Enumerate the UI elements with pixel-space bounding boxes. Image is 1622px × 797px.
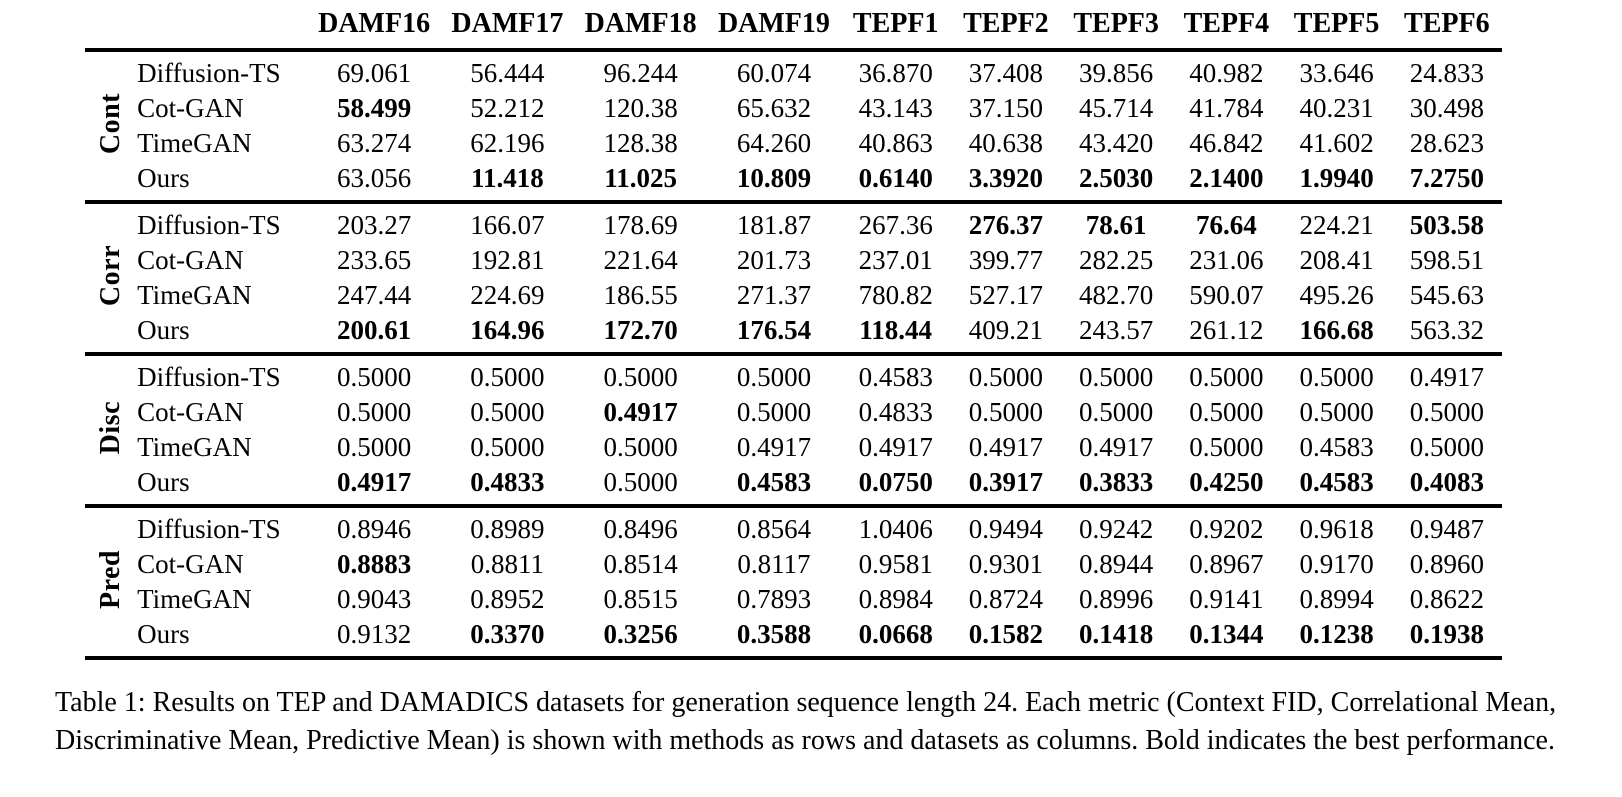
metric-value: 233.65	[336, 245, 412, 275]
metric-value: 0.5000	[336, 362, 412, 392]
metric-value: 482.70	[1079, 280, 1154, 310]
metric-value: 0.5000	[736, 397, 812, 427]
method-name: Diffusion-TS	[137, 210, 281, 240]
metric-value: 43.143	[858, 93, 933, 123]
method-name: Ours	[137, 619, 190, 649]
metric-value: 0.1344	[1189, 619, 1264, 649]
metric-value: 63.056	[336, 163, 412, 193]
metric-value: 60.074	[736, 58, 812, 88]
column-header: TEPF5	[1293, 8, 1380, 39]
column-header: TEPF4	[1183, 8, 1270, 39]
metric-value: 178.69	[603, 210, 678, 240]
group-label	[85, 50, 135, 202]
metric-value: 0.0668	[858, 619, 933, 649]
metric-group	[85, 506, 1502, 658]
metric-value: 45.714	[1079, 93, 1154, 123]
metric-value: 0.5000	[603, 432, 678, 462]
metric-value: 0.5000	[336, 397, 412, 427]
metric-value: 0.9494	[968, 514, 1044, 544]
metric-value: 52.212	[470, 93, 545, 123]
metric-value: 46.842	[1189, 128, 1264, 158]
metric-value: 1.0406	[858, 514, 933, 544]
metric-value: 0.1418	[1079, 619, 1154, 649]
metric-value: 58.499	[336, 93, 412, 123]
metric-value: 780.82	[858, 280, 933, 310]
metric-value: 0.8994	[1299, 584, 1374, 614]
metric-value: 0.3256	[603, 619, 678, 649]
metric-value: 0.5000	[470, 432, 545, 462]
metric-value: 0.9487	[1409, 514, 1484, 544]
column-header: DAMF19	[717, 8, 830, 39]
metric-value: 0.5000	[736, 362, 812, 392]
method-name: Ours	[137, 315, 190, 345]
metric-value: 203.27	[336, 210, 412, 240]
method-name: TimeGAN	[137, 432, 252, 462]
metric-value: 0.4583	[1299, 432, 1374, 462]
metric-value: 0.5000	[1409, 432, 1484, 462]
metric-value: 0.8564	[736, 514, 812, 544]
metric-value: 11.025	[604, 163, 678, 193]
metric-value: 37.150	[968, 93, 1044, 123]
metric-value: 0.5000	[1409, 397, 1484, 427]
metric-value: 7.2750	[1409, 163, 1484, 193]
metric-value: 43.420	[1079, 128, 1154, 158]
metric-value: 0.8967	[1189, 549, 1264, 579]
metric-value: 201.73	[736, 245, 812, 275]
table-row	[85, 506, 1502, 547]
group-label-text: Cont	[94, 92, 126, 155]
column-header: DAMF16	[318, 8, 431, 39]
column-header: DAMF18	[584, 8, 697, 39]
metric-value: 0.8960	[1409, 549, 1484, 579]
metric-value: 0.4917	[858, 432, 933, 462]
column-header: TEPF6	[1404, 8, 1490, 39]
group-label-text: Disc	[94, 400, 126, 455]
metric-value: 176.54	[736, 315, 812, 345]
metric-value: 0.3370	[470, 619, 545, 649]
metric-value: 0.9581	[858, 549, 933, 579]
metric-value: 0.4917	[603, 397, 678, 427]
method-name: Diffusion-TS	[137, 362, 281, 392]
method-name: Diffusion-TS	[137, 514, 281, 544]
metric-value: 0.8946	[336, 514, 412, 544]
metric-value: 0.4583	[1299, 467, 1374, 497]
header-spacer-method	[135, 6, 307, 50]
metric-value: 166.68	[1299, 315, 1374, 345]
metric-value: 0.4833	[858, 397, 933, 427]
metric-group	[85, 354, 1502, 506]
metric-value: 527.17	[968, 280, 1044, 310]
table-row	[85, 278, 1502, 313]
column-header: TEPF1	[852, 8, 939, 39]
metric-value: 36.870	[858, 58, 933, 88]
group-label-text: Pred	[94, 549, 126, 610]
metric-value: 186.55	[603, 280, 678, 310]
metric-value: 192.81	[470, 245, 545, 275]
paper-page	[0, 6, 1622, 797]
metric-value: 30.498	[1409, 93, 1484, 123]
group-label	[85, 354, 135, 506]
column-header: DAMF17	[451, 8, 564, 39]
metric-value: 37.408	[968, 58, 1044, 88]
metric-value: 181.87	[736, 210, 812, 240]
metric-value: 0.5000	[968, 397, 1044, 427]
metric-value: 503.58	[1409, 210, 1484, 240]
metric-value: 0.5000	[603, 467, 678, 497]
table-header	[85, 6, 1502, 50]
metric-value: 0.8515	[603, 584, 678, 614]
metric-value: 0.4250	[1189, 467, 1264, 497]
column-header: TEPF3	[1073, 8, 1159, 39]
metric-value: 40.982	[1189, 58, 1264, 88]
metric-value: 2.5030	[1079, 163, 1154, 193]
metric-value: 76.64	[1195, 210, 1257, 240]
method-name: Cot-GAN	[137, 245, 244, 275]
metric-value: 0.7893	[736, 584, 812, 614]
metric-value: 3.3920	[968, 163, 1044, 193]
method-name: Cot-GAN	[137, 397, 244, 427]
metric-value: 0.5000	[1189, 362, 1264, 392]
metric-value: 64.260	[736, 128, 812, 158]
column-header: TEPF2	[963, 8, 1049, 39]
table-row	[85, 126, 1502, 161]
metric-value: 0.5000	[1299, 362, 1374, 392]
metric-value: 2.1400	[1189, 163, 1264, 193]
metric-value: 69.061	[336, 58, 412, 88]
metric-value: 0.5000	[1189, 432, 1264, 462]
metric-value: 0.8883	[336, 549, 412, 579]
metric-value: 0.9141	[1189, 584, 1264, 614]
metric-value: 41.602	[1299, 128, 1374, 158]
metric-value: 267.36	[858, 210, 933, 240]
metric-value: 0.8984	[858, 584, 933, 614]
metric-value: 0.8952	[470, 584, 545, 614]
table-row	[85, 395, 1502, 430]
metric-value: 0.4917	[736, 432, 812, 462]
metric-value: 0.9170	[1299, 549, 1374, 579]
method-name: TimeGAN	[137, 280, 252, 310]
metric-value: 0.5000	[336, 432, 412, 462]
metric-value: 0.4083	[1409, 467, 1484, 497]
table-caption: Table 1: Results on TEP and DAMADICS datasets for generation sequence length 24. Each metric (Context FID, Correlational Mean, Discriminative Mean, Predictive Mean) is shown with methods as rows and datasets as columns. Bold indicates the best performance.	[55, 687, 1557, 756]
metric-value: 118.44	[859, 315, 933, 345]
metric-group	[85, 202, 1502, 354]
table-row	[85, 91, 1502, 126]
metric-value: 0.4917	[336, 467, 412, 497]
table-row	[85, 50, 1502, 91]
table-row	[85, 617, 1502, 658]
metric-value: 495.26	[1299, 280, 1374, 310]
table-row	[85, 243, 1502, 278]
method-name: Diffusion-TS	[137, 58, 281, 88]
metric-value: 40.863	[858, 128, 933, 158]
metric-value: 0.5000	[470, 362, 545, 392]
metric-value: 63.274	[336, 128, 412, 158]
metric-value: 33.646	[1299, 58, 1374, 88]
metric-value: 166.07	[470, 210, 545, 240]
metric-value: 545.63	[1409, 280, 1484, 310]
metric-value: 0.5000	[470, 397, 545, 427]
metric-value: 56.444	[470, 58, 545, 88]
method-name: Cot-GAN	[137, 93, 244, 123]
metric-value: 0.6140	[858, 163, 933, 193]
metric-value: 0.0750	[858, 467, 933, 497]
metric-value: 0.3833	[1079, 467, 1154, 497]
metric-value: 96.244	[603, 58, 678, 88]
metric-value: 65.632	[736, 93, 812, 123]
metric-value: 0.5000	[1299, 397, 1374, 427]
method-name: Ours	[137, 163, 190, 193]
metric-value: 0.4917	[1409, 362, 1484, 392]
metric-value: 0.5000	[968, 362, 1044, 392]
metric-value: 128.38	[603, 128, 678, 158]
method-name: Ours	[137, 467, 190, 497]
metric-value: 261.12	[1189, 315, 1264, 345]
metric-value: 590.07	[1189, 280, 1264, 310]
metric-value: 0.8622	[1409, 584, 1484, 614]
metric-value: 172.70	[603, 315, 678, 345]
metric-value: 39.856	[1079, 58, 1154, 88]
metric-value: 224.21	[1299, 210, 1374, 240]
metric-value: 62.196	[470, 128, 545, 158]
metric-value: 0.8811	[470, 549, 544, 579]
metric-value: 208.41	[1299, 245, 1374, 275]
metric-value: 0.4917	[1079, 432, 1154, 462]
metric-value: 0.8514	[603, 549, 678, 579]
metric-value: 200.61	[336, 315, 412, 345]
metric-value: 0.8944	[1079, 549, 1154, 579]
header-row	[85, 6, 1502, 50]
metric-value: 24.833	[1409, 58, 1484, 88]
metric-value: 409.21	[968, 315, 1044, 345]
metric-value: 40.638	[968, 128, 1044, 158]
metric-value: 0.4917	[968, 432, 1044, 462]
metric-value: 399.77	[968, 245, 1044, 275]
metric-value: 0.8996	[1079, 584, 1154, 614]
table-row	[85, 465, 1502, 506]
metric-value: 0.5000	[1079, 362, 1154, 392]
metric-value: 0.9618	[1299, 514, 1374, 544]
method-name: TimeGAN	[137, 584, 252, 614]
metric-value: 271.37	[736, 280, 812, 310]
metric-value: 0.1938	[1409, 619, 1484, 649]
table-row	[85, 354, 1502, 395]
results-table	[85, 6, 1502, 660]
metric-value: 0.9202	[1189, 514, 1264, 544]
metric-value: 0.9043	[336, 584, 412, 614]
metric-value: 563.32	[1409, 315, 1484, 345]
group-label	[85, 506, 135, 658]
metric-value: 1.9940	[1299, 163, 1374, 193]
table-row	[85, 313, 1502, 354]
metric-value: 243.57	[1079, 315, 1154, 345]
metric-value: 0.5000	[1079, 397, 1154, 427]
table-row	[85, 202, 1502, 243]
metric-value: 11.418	[470, 163, 544, 193]
metric-value: 0.1582	[968, 619, 1044, 649]
metric-value: 0.4833	[470, 467, 545, 497]
metric-group	[85, 50, 1502, 202]
metric-value: 0.8989	[470, 514, 545, 544]
metric-value: 0.3917	[968, 467, 1044, 497]
group-label	[85, 202, 135, 354]
metric-value: 282.25	[1079, 245, 1154, 275]
group-label-text: Corr	[94, 244, 126, 307]
metric-value: 0.1238	[1299, 619, 1374, 649]
metric-value: 231.06	[1189, 245, 1264, 275]
metric-value: 237.01	[858, 245, 933, 275]
method-name: Cot-GAN	[137, 549, 244, 579]
metric-value: 0.5000	[603, 362, 678, 392]
metric-value: 247.44	[336, 280, 412, 310]
metric-value: 224.69	[470, 280, 545, 310]
metric-value: 0.9301	[968, 549, 1044, 579]
table-row	[85, 582, 1502, 617]
metric-value: 120.38	[603, 93, 678, 123]
metric-value: 40.231	[1299, 93, 1374, 123]
method-name: TimeGAN	[137, 128, 252, 158]
metric-value: 276.37	[968, 210, 1044, 240]
metric-value: 0.9242	[1079, 514, 1154, 544]
table-row	[85, 161, 1502, 202]
metric-value: 0.8496	[603, 514, 678, 544]
metric-value: 41.784	[1189, 93, 1264, 123]
metric-value: 164.96	[470, 315, 545, 345]
table-row	[85, 547, 1502, 582]
table-row	[85, 430, 1502, 465]
header-spacer-group	[85, 6, 135, 50]
metric-value: 0.3588	[736, 619, 812, 649]
metric-value: 221.64	[603, 245, 678, 275]
metric-value: 0.5000	[1189, 397, 1264, 427]
metric-value: 28.623	[1409, 128, 1484, 158]
metric-value: 0.8117	[737, 549, 811, 579]
metric-value: 0.9132	[336, 619, 412, 649]
metric-value: 0.8724	[968, 584, 1044, 614]
metric-value: 598.51	[1409, 245, 1484, 275]
metric-value: 0.4583	[858, 362, 933, 392]
metric-value: 0.4583	[736, 467, 812, 497]
metric-value: 10.809	[736, 163, 812, 193]
metric-value: 78.61	[1085, 210, 1147, 240]
